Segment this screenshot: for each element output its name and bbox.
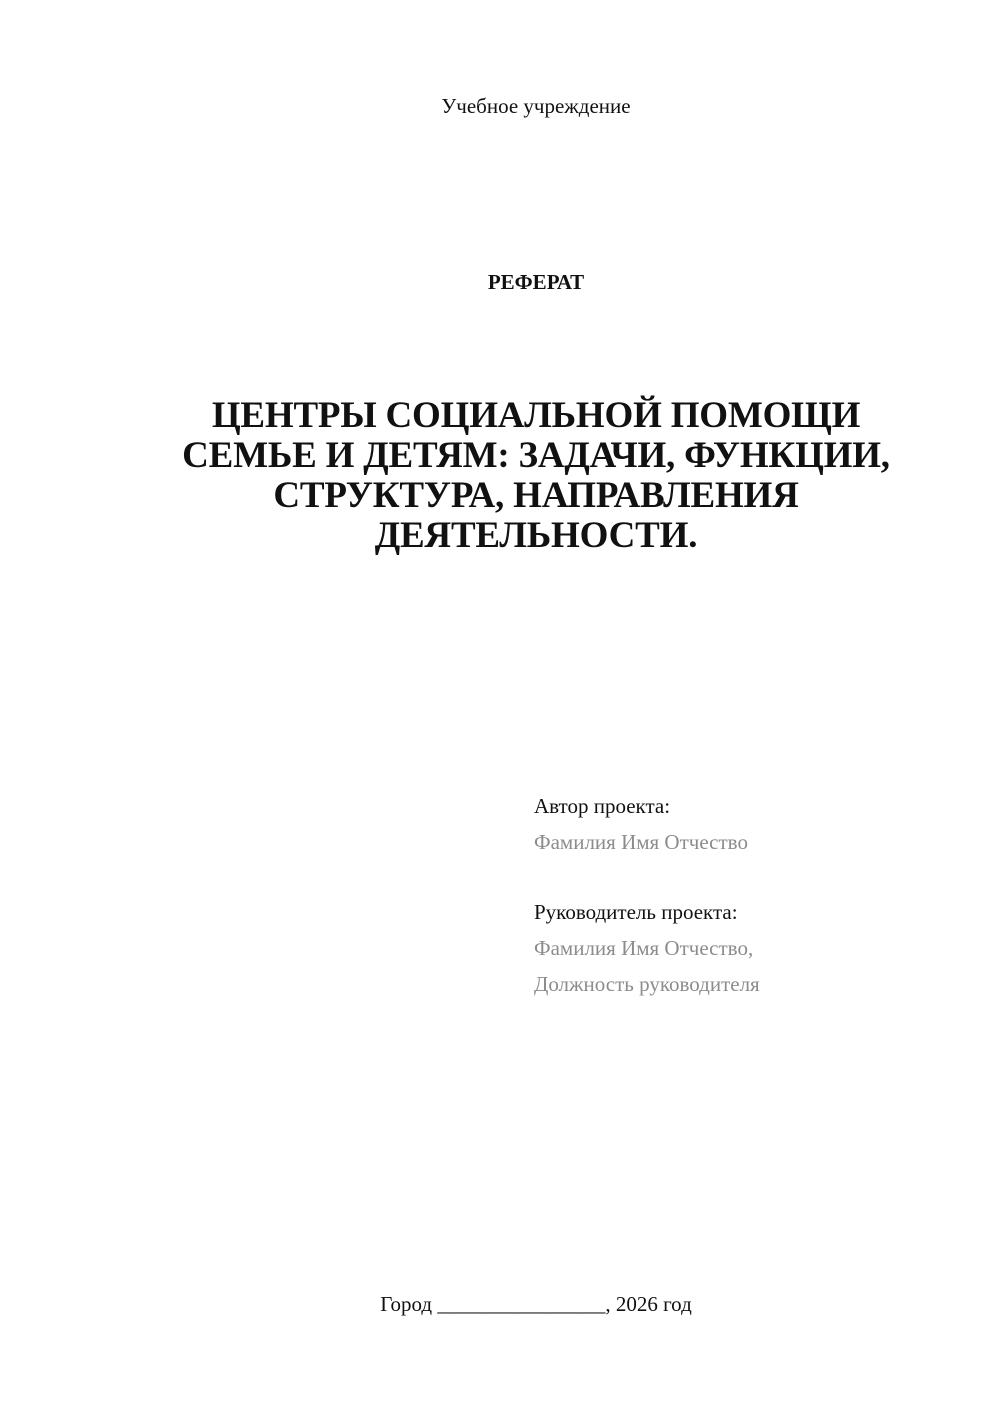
document-type: РЕФЕРАТ: [487, 270, 585, 294]
author-name: Фамилия Имя Отчество: [534, 830, 748, 854]
supervisor-name: Фамилия Имя Отчество,: [534, 936, 754, 960]
supervisor-position: Должность руководителя: [534, 972, 760, 996]
document-title: [130, 396, 942, 556]
title-line: СЕМЬЕ И ДЕТЯМ: ЗАДАЧИ, ФУНКЦИИ,: [182, 435, 890, 476]
title-line: ДЕЯТЕЛЬНОСТИ.: [374, 515, 698, 556]
institution-name: Учебное учреждение: [441, 94, 631, 118]
supervisor-label: Руководитель проекта:: [534, 900, 738, 924]
title-line: СТРУКТУРА, НАПРАВЛЕНИЯ: [273, 475, 799, 516]
city-year-line: Город ________________, 2026 год: [380, 1292, 692, 1316]
spacer: [534, 860, 974, 894]
title-line: ЦЕНТРЫ СОЦИАЛЬНОЙ ПОМОЩИ: [211, 395, 861, 436]
project-people: [534, 788, 974, 1002]
author-label: Автор проекта:: [534, 794, 671, 818]
